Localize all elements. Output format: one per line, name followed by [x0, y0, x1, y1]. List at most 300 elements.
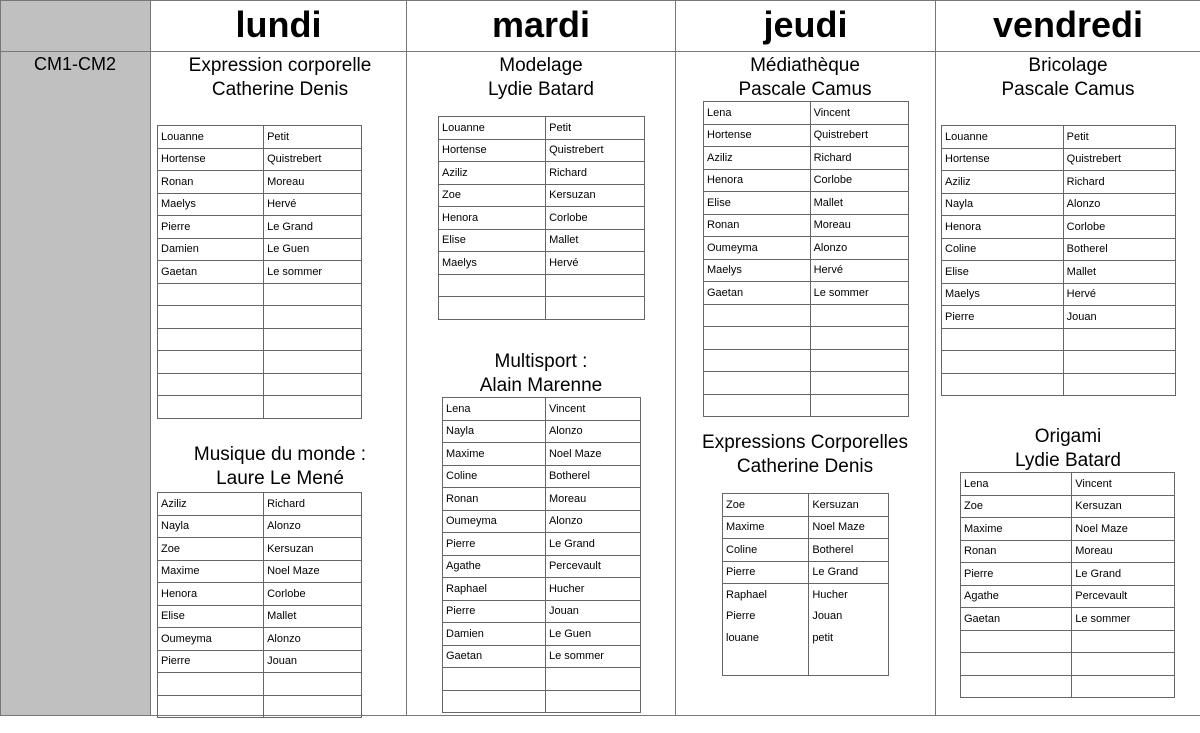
day-header-lundi: lundi — [235, 4, 322, 45]
roster-first-name: Gaetan — [961, 608, 1072, 631]
roster-last-name — [1063, 328, 1175, 351]
roster-row — [942, 283, 1176, 306]
roster-last-name: Hucher — [809, 584, 889, 606]
roster-first-name: Coline — [723, 539, 809, 562]
roster-row — [704, 169, 909, 192]
roster-first-name: Aziliz — [158, 493, 264, 516]
grid-line — [675, 0, 676, 715]
roster-last-name: Mallet — [1063, 261, 1175, 284]
roster-row — [704, 372, 909, 395]
roster-last-name: Alonzo — [264, 628, 362, 651]
roster-row — [443, 555, 641, 578]
roster-first-name: Nayla — [443, 420, 546, 443]
roster-last-name — [264, 328, 362, 351]
roster-first-name: Zoe — [961, 495, 1072, 518]
roster-row — [439, 229, 645, 252]
activity-title — [189, 54, 372, 102]
roster-last-name — [1063, 351, 1175, 374]
roster-row — [704, 394, 909, 417]
roster-first-name: Elise — [704, 192, 811, 215]
roster-row — [439, 297, 645, 320]
roster-first-name — [439, 297, 546, 320]
roster-row — [439, 162, 645, 185]
roster-row — [439, 252, 645, 275]
roster-row — [443, 668, 641, 691]
roster-first-name: Maelys — [942, 283, 1064, 306]
roster-row — [158, 126, 362, 149]
roster-row — [961, 518, 1175, 541]
roster-row — [942, 351, 1176, 374]
roster-first-name: Hortense — [439, 139, 546, 162]
roster-row — [443, 420, 641, 443]
grid-line — [150, 0, 151, 715]
roster-row — [723, 649, 889, 676]
roster-first-name: Oumeyma — [443, 510, 546, 533]
roster-row — [439, 117, 645, 140]
roster-first-name — [158, 373, 264, 396]
roster-last-name: Hervé — [546, 252, 645, 275]
roster-last-name: Corlobe — [546, 207, 645, 230]
activity-title — [480, 350, 603, 398]
roster-row — [723, 494, 889, 517]
roster-last-name — [546, 274, 645, 297]
roster-first-name: Elise — [158, 605, 264, 628]
roster-row — [961, 585, 1175, 608]
roster-last-name — [810, 349, 908, 372]
roster-row — [443, 600, 641, 623]
roster-row — [443, 488, 641, 511]
roster-first-name: Ronan — [443, 488, 546, 511]
roster-last-name: Mallet — [546, 229, 645, 252]
roster-row — [961, 608, 1175, 631]
roster-row — [439, 139, 645, 162]
activity-name: Médiathèque — [750, 55, 860, 76]
roster-first-name: Maxime — [961, 518, 1072, 541]
roster-row — [942, 216, 1176, 239]
roster-last-name: Kersuzan — [264, 538, 362, 561]
roster-row — [723, 584, 889, 606]
roster-first-name: Aziliz — [704, 147, 811, 170]
roster-row — [961, 540, 1175, 563]
roster-row — [158, 628, 362, 651]
roster-first-name — [961, 630, 1072, 653]
roster-row — [443, 465, 641, 488]
roster-table — [960, 472, 1175, 698]
grid-line — [0, 0, 1200, 1]
roster-last-name: Petit — [1063, 126, 1175, 149]
activity-title — [488, 54, 594, 102]
roster-first-name: Coline — [443, 465, 546, 488]
roster-first-name: Pierre — [723, 561, 809, 584]
roster-table — [941, 125, 1176, 396]
roster-last-name — [264, 673, 362, 696]
roster-row — [443, 578, 641, 601]
roster-first-name — [158, 328, 264, 351]
roster-first-name: Maelys — [439, 252, 546, 275]
roster-first-name: Henora — [704, 169, 811, 192]
roster-last-name — [1072, 675, 1175, 698]
roster-first-name — [942, 328, 1064, 351]
roster-row — [158, 216, 362, 239]
activity-name: Multisport : — [494, 351, 588, 372]
roster-last-name — [810, 327, 908, 350]
roster-first-name: Louanne — [158, 126, 264, 149]
roster-last-name: Jouan — [264, 650, 362, 673]
roster-first-name: Pierre — [443, 600, 546, 623]
roster-last-name: Noel Maze — [545, 443, 640, 466]
roster-first-name: Pierre — [942, 306, 1064, 329]
activity-title — [194, 443, 366, 491]
roster-last-name: Alonzo — [810, 237, 908, 260]
roster-last-name — [810, 304, 908, 327]
roster-row — [443, 398, 641, 421]
roster-first-name: Maxime — [443, 443, 546, 466]
roster-last-name: Botherel — [545, 465, 640, 488]
roster-empty-cell — [809, 649, 889, 676]
roster-first-name: Ronan — [158, 171, 264, 194]
activity-name: Bricolage — [1028, 55, 1108, 76]
roster-first-name — [704, 372, 811, 395]
roster-row — [158, 328, 362, 351]
roster-row — [704, 124, 909, 147]
roster-first-name — [158, 673, 264, 696]
day-header-vendredi: vendredi — [992, 4, 1144, 45]
grid-line — [935, 0, 936, 715]
roster-empty-cell — [723, 649, 809, 676]
roster-first-name — [704, 327, 811, 350]
roster-first-name: Oumeyma — [704, 237, 811, 260]
roster-first-name — [158, 283, 264, 306]
roster-first-name — [158, 351, 264, 374]
roster-last-name: Noel Maze — [809, 516, 889, 539]
activity-name: Expressions Corporelles — [702, 432, 908, 453]
roster-last-name: Jouan — [809, 606, 889, 628]
roster-first-name: Zoe — [439, 184, 546, 207]
roster-last-name: Corlobe — [1063, 216, 1175, 239]
roster-last-name: Petit — [264, 126, 362, 149]
roster-first-name: Damien — [443, 623, 546, 646]
roster-last-name: Noel Maze — [1072, 518, 1175, 541]
roster-first-name: Pierre — [158, 216, 264, 239]
roster-last-name: Vincent — [1072, 473, 1175, 496]
roster-first-name — [443, 668, 546, 691]
roster-first-name — [704, 349, 811, 372]
roster-last-name: Noel Maze — [264, 560, 362, 583]
roster-last-name: Corlobe — [264, 583, 362, 606]
roster-row — [443, 510, 641, 533]
roster-row — [704, 102, 909, 125]
roster-table — [438, 116, 645, 320]
roster-row — [439, 207, 645, 230]
roster-first-name: Hortense — [942, 148, 1064, 171]
roster-row — [443, 645, 641, 668]
roster-row — [158, 351, 362, 374]
roster-row — [942, 193, 1176, 216]
roster-last-name: Le sommer — [810, 282, 908, 305]
roster-row — [158, 373, 362, 396]
activity-teacher: Lydie Batard — [1015, 450, 1121, 471]
roster-row — [723, 516, 889, 539]
roster-row — [704, 327, 909, 350]
roster-row — [723, 627, 889, 649]
roster-row — [723, 561, 889, 584]
roster-last-name — [264, 373, 362, 396]
roster-last-name: Moreau — [264, 171, 362, 194]
roster-first-name: Pierre — [723, 606, 809, 628]
roster-row — [704, 147, 909, 170]
roster-row — [158, 171, 362, 194]
roster-last-name: Hucher — [545, 578, 640, 601]
roster-last-name — [546, 297, 645, 320]
roster-last-name: Mallet — [264, 605, 362, 628]
roster-first-name: Nayla — [942, 193, 1064, 216]
roster-table — [157, 492, 362, 718]
roster-row — [961, 675, 1175, 698]
roster-row — [723, 606, 889, 628]
roster-row — [158, 396, 362, 419]
activity-title — [738, 54, 871, 102]
roster-row — [443, 690, 641, 713]
roster-last-name: Quistrebert — [1063, 148, 1175, 171]
roster-first-name: Zoe — [723, 494, 809, 517]
roster-last-name: Quistrebert — [264, 148, 362, 171]
activity-title — [702, 431, 908, 479]
grid-line — [0, 0, 1, 715]
roster-row — [439, 184, 645, 207]
roster-last-name: Botherel — [809, 539, 889, 562]
activity-teacher: Alain Marenne — [479, 375, 603, 396]
roster-last-name: Le sommer — [1072, 608, 1175, 631]
roster-row — [158, 261, 362, 284]
roster-last-name: petit — [809, 627, 889, 649]
roster-first-name: Maxime — [723, 516, 809, 539]
roster-row — [158, 515, 362, 538]
roster-first-name: Maxime — [158, 560, 264, 583]
roster-first-name: Louanne — [942, 126, 1064, 149]
roster-first-name: Agathe — [961, 585, 1072, 608]
roster-last-name: Richard — [1063, 171, 1175, 194]
roster-last-name: Le Guen — [545, 623, 640, 646]
roster-last-name — [545, 668, 640, 691]
roster-row — [443, 533, 641, 556]
roster-last-name: Hervé — [810, 259, 908, 282]
roster-row — [942, 306, 1176, 329]
roster-row — [443, 443, 641, 466]
roster-row — [158, 650, 362, 673]
roster-row — [704, 282, 909, 305]
roster-first-name: Henora — [942, 216, 1064, 239]
roster-last-name: Alonzo — [545, 420, 640, 443]
roster-last-name: Quistrebert — [546, 139, 645, 162]
roster-first-name: Elise — [942, 261, 1064, 284]
roster-row — [961, 563, 1175, 586]
roster-first-name — [704, 394, 811, 417]
activity-teacher: Pascale Camus — [1001, 79, 1135, 100]
roster-row — [439, 274, 645, 297]
roster-row — [158, 538, 362, 561]
roster-first-name: Henora — [439, 207, 546, 230]
roster-row — [942, 171, 1176, 194]
roster-row — [158, 605, 362, 628]
roster-last-name: Le Guen — [264, 238, 362, 261]
roster-last-name: Le Grand — [545, 533, 640, 556]
roster-first-name — [942, 373, 1064, 396]
roster-last-name: Le Grand — [264, 216, 362, 239]
roster-last-name: Hervé — [264, 193, 362, 216]
roster-last-name: Moreau — [1072, 540, 1175, 563]
roster-row — [158, 148, 362, 171]
roster-first-name: Maelys — [158, 193, 264, 216]
roster-last-name — [810, 394, 908, 417]
roster-row — [704, 304, 909, 327]
roster-first-name: Damien — [158, 238, 264, 261]
roster-row — [158, 493, 362, 516]
roster-first-name: Gaetan — [443, 645, 546, 668]
roster-last-name: Vincent — [810, 102, 908, 125]
roster-first-name — [158, 695, 264, 718]
roster-table — [157, 125, 362, 419]
roster-row — [723, 539, 889, 562]
roster-last-name: Richard — [546, 162, 645, 185]
activity-teacher: Catherine Denis — [211, 79, 349, 100]
roster-last-name: Alonzo — [1063, 193, 1175, 216]
roster-first-name: Pierre — [158, 650, 264, 673]
roster-first-name — [439, 274, 546, 297]
activity-teacher: Pascale Camus — [738, 79, 872, 100]
roster-row — [704, 214, 909, 237]
roster-first-name — [158, 396, 264, 419]
roster-last-name: Corlobe — [810, 169, 908, 192]
roster-first-name: Agathe — [443, 555, 546, 578]
roster-table — [722, 493, 889, 676]
roster-first-name — [443, 690, 546, 713]
roster-table — [442, 397, 641, 713]
roster-last-name: Jouan — [545, 600, 640, 623]
roster-last-name — [264, 695, 362, 718]
roster-row — [961, 630, 1175, 653]
roster-row — [704, 237, 909, 260]
roster-last-name: Alonzo — [545, 510, 640, 533]
roster-first-name: Elise — [439, 229, 546, 252]
roster-first-name: Raphael — [723, 584, 809, 606]
roster-last-name — [264, 283, 362, 306]
roster-first-name: Maelys — [704, 259, 811, 282]
level-column — [0, 0, 150, 715]
roster-first-name: Pierre — [961, 563, 1072, 586]
roster-table — [703, 101, 909, 417]
roster-first-name: Zoe — [158, 538, 264, 561]
roster-last-name: Hervé — [1063, 283, 1175, 306]
roster-row — [961, 653, 1175, 676]
activity-name: Expression corporelle — [188, 55, 372, 76]
roster-last-name: Richard — [810, 147, 908, 170]
roster-last-name: Richard — [264, 493, 362, 516]
day-header-mardi: mardi — [491, 4, 591, 45]
roster-last-name: Petit — [546, 117, 645, 140]
activity-teacher: Laure Le Mené — [216, 468, 344, 489]
roster-last-name — [810, 372, 908, 395]
activity-title — [1001, 54, 1134, 102]
roster-last-name: Moreau — [545, 488, 640, 511]
roster-first-name: Hortense — [704, 124, 811, 147]
roster-first-name: Aziliz — [439, 162, 546, 185]
roster-row — [942, 261, 1176, 284]
roster-row — [942, 238, 1176, 261]
roster-last-name: Quistrebert — [810, 124, 908, 147]
roster-first-name: Lena — [443, 398, 546, 421]
roster-row — [158, 673, 362, 696]
roster-first-name — [961, 653, 1072, 676]
activity-name: Musique du monde : — [193, 444, 367, 465]
roster-first-name: Coline — [942, 238, 1064, 261]
roster-first-name: Lena — [704, 102, 811, 125]
roster-last-name: Mallet — [810, 192, 908, 215]
roster-row — [443, 623, 641, 646]
roster-last-name — [545, 690, 640, 713]
roster-row — [158, 560, 362, 583]
roster-last-name: Kersuzan — [1072, 495, 1175, 518]
roster-first-name: Hortense — [158, 148, 264, 171]
roster-first-name: Gaetan — [158, 261, 264, 284]
roster-first-name: Nayla — [158, 515, 264, 538]
roster-row — [704, 349, 909, 372]
roster-last-name — [264, 306, 362, 329]
roster-row — [942, 328, 1176, 351]
roster-last-name: Botherel — [1063, 238, 1175, 261]
roster-last-name: Le Grand — [809, 561, 889, 584]
roster-last-name: Kersuzan — [809, 494, 889, 517]
activity-teacher: Catherine Denis — [736, 456, 874, 477]
roster-first-name: louane — [723, 627, 809, 649]
roster-first-name: Pierre — [443, 533, 546, 556]
roster-last-name: Percevault — [1072, 585, 1175, 608]
roster-first-name: Ronan — [961, 540, 1072, 563]
day-header-jeudi: jeudi — [763, 4, 848, 45]
roster-first-name: Ronan — [704, 214, 811, 237]
roster-last-name — [1072, 630, 1175, 653]
roster-row — [961, 473, 1175, 496]
roster-row — [942, 126, 1176, 149]
roster-first-name: Lena — [961, 473, 1072, 496]
roster-last-name: Le sommer — [264, 261, 362, 284]
roster-last-name: Alonzo — [264, 515, 362, 538]
roster-row — [942, 148, 1176, 171]
roster-row — [942, 373, 1176, 396]
roster-first-name: Louanne — [439, 117, 546, 140]
roster-first-name — [961, 675, 1072, 698]
roster-row — [158, 238, 362, 261]
roster-first-name — [158, 306, 264, 329]
roster-row — [158, 193, 362, 216]
roster-first-name: Raphael — [443, 578, 546, 601]
roster-last-name: Percevault — [545, 555, 640, 578]
grid-line — [406, 0, 407, 715]
activity-name: Modelage — [499, 55, 583, 76]
roster-last-name — [1063, 373, 1175, 396]
roster-last-name — [264, 396, 362, 419]
roster-row — [158, 583, 362, 606]
roster-first-name: Gaetan — [704, 282, 811, 305]
activity-name: Origami — [1034, 426, 1102, 447]
roster-row — [704, 192, 909, 215]
roster-row — [158, 283, 362, 306]
roster-last-name: Le Grand — [1072, 563, 1175, 586]
roster-last-name: Moreau — [810, 214, 908, 237]
roster-last-name: Vincent — [545, 398, 640, 421]
roster-row — [961, 495, 1175, 518]
roster-last-name: Le sommer — [545, 645, 640, 668]
class-level-label: CM1-CM2 — [33, 54, 116, 74]
